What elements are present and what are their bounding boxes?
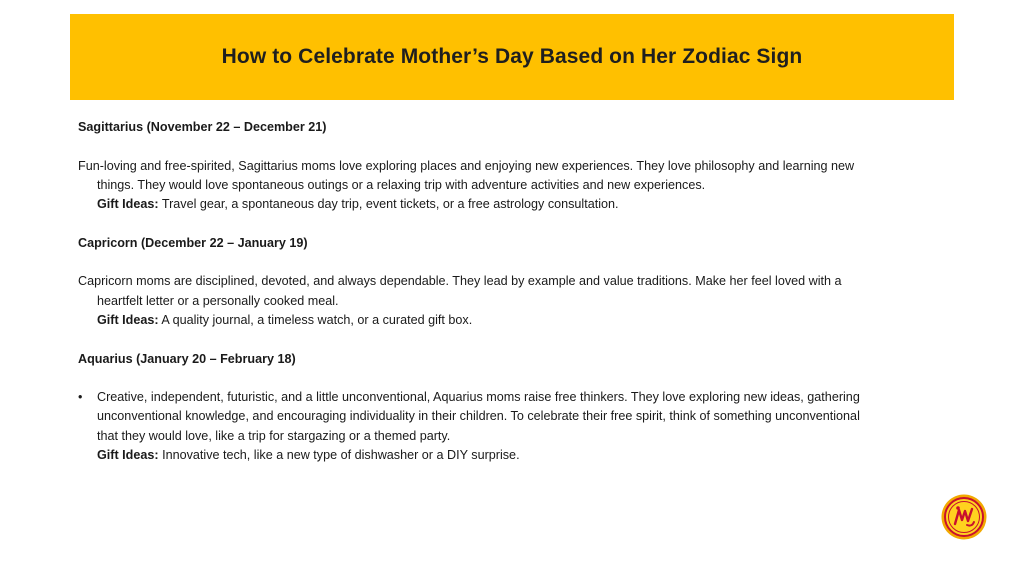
bullet-icon: • xyxy=(78,390,83,405)
slide-title: How to Celebrate Mother’s Day Based on Her Zodiac Sign xyxy=(221,45,803,68)
body-line: Capricorn moms are disciplined, devoted, and always dependable. They lead by example and value traditions. Make her feel loved with a xyxy=(78,274,842,289)
section-heading-aquarius: Aquarius (January 20 – February 18) xyxy=(78,351,296,366)
title-banner xyxy=(70,14,954,100)
spacer xyxy=(78,214,948,233)
body-line: Fun-loving and free-spirited, Sagittarius moms love exploring places and enjoying new experiences. They love philosophy and learning new xyxy=(78,158,855,173)
body-line: that they would love, like a trip for stargazing or a themed party. xyxy=(97,428,451,443)
spacer xyxy=(78,369,948,388)
gift-ideas-capricorn xyxy=(78,311,948,330)
zodiac-logo-icon xyxy=(941,494,987,540)
section-heading-sagittarius: Sagittarius (November 22 – December 21) xyxy=(78,120,327,134)
section-body-sagittarius xyxy=(78,157,948,215)
section-body-capricorn xyxy=(78,272,948,330)
gift-ideas-text: Travel gear, a spontaneous day trip, event tickets, or a free astrology consultation. xyxy=(158,197,619,212)
gift-ideas-aquarius xyxy=(97,446,948,465)
slide-content xyxy=(78,118,948,465)
spacer xyxy=(78,330,948,349)
gift-ideas-text: Innovative tech, like a new type of dishwasher or a DIY surprise. xyxy=(158,448,520,463)
body-line: heartfelt letter or a personally cooked meal. xyxy=(97,293,339,308)
gift-ideas-text: A quality journal, a timeless watch, or a curated gift box. xyxy=(158,312,473,327)
section-heading-capricorn: Capricorn (December 22 – January 19) xyxy=(78,235,308,250)
gift-ideas-label: Gift Ideas: xyxy=(97,448,159,463)
gift-ideas-label: Gift Ideas: xyxy=(97,197,159,212)
body-line: things. They would love spontaneous outings or a relaxing trip with adventure activities and new experiences. xyxy=(97,177,706,192)
gift-ideas-label: Gift Ideas: xyxy=(97,312,159,327)
spacer xyxy=(78,137,948,156)
section-body-aquarius xyxy=(78,388,948,465)
gift-ideas-sagittarius xyxy=(78,195,948,214)
body-line: Creative, independent, futuristic, and a little unconventional, Aquarius moms raise free thinkers. They love exploring new ideas, gathering xyxy=(97,390,860,405)
body-line: unconventional knowledge, and encouraging individuality in their children. To celebrate their free spirit, think of something unconventional xyxy=(97,409,860,424)
spacer xyxy=(78,253,948,272)
